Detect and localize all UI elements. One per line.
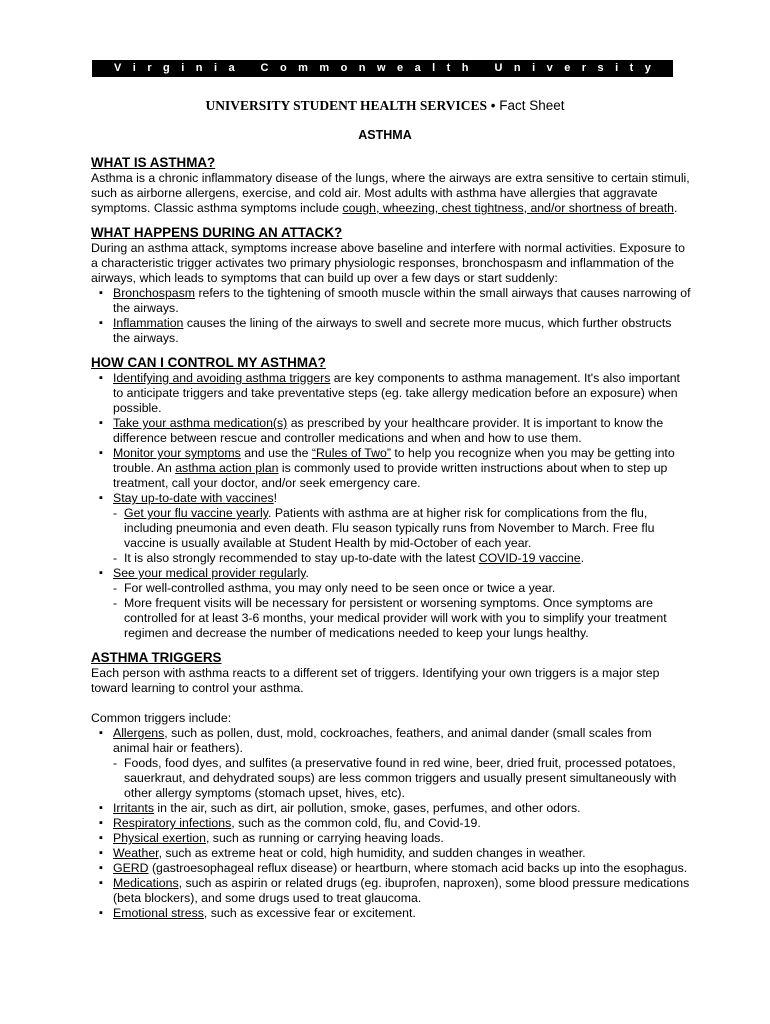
section-triggers (91, 650, 691, 921)
banner-letter: s (597, 62, 604, 74)
triggers-intro: Each person with asthma reacts to a different set of triggers. Identifying your own triggers is a major step toward learning to control your asthma. (91, 666, 660, 695)
desc: , such as pollen, dust, mold, cockroaches, feathers, and animal dander (small scales from animal hair or feathers). (113, 726, 652, 755)
desc: ! (273, 491, 278, 505)
sub-list (113, 581, 691, 641)
fact-sheet-label: Fact Sheet (499, 98, 565, 113)
list-item (91, 831, 691, 846)
banner-letter: e (397, 62, 404, 74)
sub-item: - More frequent visits will be necessary for persistent or worsening symptoms. Once symptoms are controlled for at least 3-6 months, your medical provider will work with you to simplify your treatment regimen and decrease the number of medications needed to keep your lungs healthy. (91, 596, 691, 641)
symptoms-link: cough, wheezing, chest tightness, and/or shortness of breath (342, 201, 675, 215)
what-end: . (674, 201, 678, 215)
banner-letter: e (564, 62, 571, 74)
banner-letter (480, 60, 483, 77)
list-item (91, 446, 691, 491)
list-item (91, 416, 691, 446)
term: Identifying and avoiding asthma triggers (113, 371, 331, 385)
desc: to help you recognize when you may be getting into trouble. An (113, 446, 675, 475)
banner-letter: g (163, 62, 170, 74)
term: Allergens (113, 726, 165, 740)
paragraph-attack: During an asthma attack, symptoms increase above baseline and interfere with normal activities. Exposure to a characteristic trigger activates two primary physiologic responses, bronchospasm and inflammation of the airways, which leads to symptoms that can build up over a few days or start suddenly: (91, 241, 685, 285)
desc: . Patients with asthma are at higher risk for complications from the flu, including pneumonia and even death. Flu season typically runs from November to March. Free flu vaccine is usually available at Student Health by mid-October of each year. (124, 506, 655, 550)
banner-letter: a (414, 62, 421, 74)
desc: (gastroesophageal reflux disease) or heartburn, where stomach acid backs up into the esophagus. (148, 861, 688, 875)
list-item (91, 566, 691, 641)
sub-list (113, 756, 691, 801)
list-item (91, 316, 691, 346)
banner-letter: i (213, 62, 217, 74)
paragraph-what-is-asthma (91, 171, 691, 216)
banner-letter: a (228, 62, 235, 74)
sub-item: - For well-controlled asthma, you may only need to be seen once or twice a year. (91, 581, 691, 596)
section-control (91, 355, 691, 641)
banner-letter: w (376, 62, 386, 74)
section-what-is-asthma (91, 155, 691, 216)
desc: and use the (240, 446, 312, 460)
list-item (91, 861, 691, 876)
sub-list (113, 506, 691, 566)
heading-control: HOW CAN I CONTROL MY ASTHMA? (91, 355, 326, 370)
term: Physical exertion (113, 831, 206, 845)
desc: , such as the common cold, flu, and Covid-19. (231, 816, 481, 830)
heading-what-is-asthma: WHAT IS ASTHMA? (91, 155, 216, 170)
desc: , such as excessive fear or excitement. (203, 906, 416, 920)
banner-letter: r (581, 62, 587, 74)
list-item (91, 726, 691, 801)
banner-letter: m (298, 62, 308, 74)
section-attack (91, 225, 691, 346)
sub-item (91, 551, 691, 566)
banner-letter: t (629, 62, 634, 74)
header-bullet: • (486, 98, 500, 113)
desc: is commonly used to provide written instructions about when to step up treatment, call your doctor, and/or seek emergency care. (113, 461, 668, 490)
desc: . (580, 551, 584, 565)
banner-letter: y (644, 62, 651, 74)
control-list (91, 371, 691, 641)
desc: , such as running or carrying heaving loads. (205, 831, 444, 845)
banner-letter: C (260, 62, 269, 74)
banner-letter (246, 60, 249, 77)
list-item (91, 286, 691, 316)
attack-list (91, 286, 691, 346)
desc: , such as extreme heat or cold, high humidity, and sudden changes in weather. (158, 846, 586, 860)
desc: in the air, such as dirt, air pollution, smoke, gases, perfumes, and other odors. (154, 801, 581, 815)
term: Bronchospasm (113, 286, 196, 300)
banner-letter: l (432, 62, 436, 74)
list-item (91, 816, 691, 831)
banner-letter: t (446, 62, 451, 74)
term: Get your flu vaccine yearly (124, 506, 268, 520)
banner-letter: r (147, 62, 152, 74)
banner-letter: n (513, 62, 521, 74)
banner-letter: o (340, 62, 348, 74)
term: Take your asthma medication(s) (113, 416, 288, 430)
term: Weather (113, 846, 159, 860)
document-body (91, 155, 691, 930)
term: Inflammation (113, 316, 184, 330)
triggers-list (91, 726, 691, 921)
list-item (91, 371, 691, 416)
desc: , such as aspirin or related drugs (eg. ibuprofen, naproxen), some blood pressure medications (beta blockers), and some drugs used to treat glaucoma. (113, 876, 690, 905)
university-banner (92, 60, 673, 77)
banner-letter: n (195, 62, 203, 74)
term: GERD (113, 861, 149, 875)
term: Emotional stress (113, 906, 204, 920)
term: Medications (113, 876, 179, 890)
sub-item (91, 506, 691, 551)
sub-item: - Foods, food dyes, and sulfites (a preservative found in red wine, beer, dried fruit, processed potatoes, sauerkraut, and dehydrated soups) are less common triggers and usually present simultaneously with other allergy symptoms (stomach upset, hives, etc). (91, 756, 691, 801)
term: Monitor your symptoms (113, 446, 241, 460)
page-title: ASTHMA (358, 128, 412, 142)
banner-letter: U (494, 62, 503, 74)
desc: refers to the tightening of smooth muscle within the small airways that causes narrowing of the airways. (113, 286, 691, 315)
term: See your medical provider regularly (113, 566, 306, 580)
list-item (91, 876, 691, 906)
banner-letter: i (132, 62, 136, 74)
list-item (91, 491, 691, 566)
term: Stay up-to-date with vaccines (113, 491, 274, 505)
covid-vaccine: COVID-19 vaccine (478, 551, 581, 565)
desc: causes the lining of the airways to swell and secrete more mucus, which further obstructs the airways. (113, 316, 672, 345)
service-name: UNIVERSITY STUDENT HEALTH SERVICES (205, 98, 487, 113)
list-item (91, 801, 691, 816)
banner-letter: v (546, 62, 553, 74)
term: Respiratory infections (113, 816, 232, 830)
heading-triggers: ASTHMA TRIGGERS (91, 650, 222, 665)
desc: are key components to asthma management. It's also important to anticipate triggers and take preventative steps (eg. take allergy medication before an exposure) when possible. (113, 371, 680, 415)
document-header (0, 97, 770, 115)
banner-letter: i (532, 62, 536, 74)
asthma-action-plan: asthma action plan (175, 461, 279, 475)
banner-letter: h (461, 62, 469, 74)
banner-letter: V (114, 62, 122, 74)
common-triggers-label: Common triggers include: (91, 711, 232, 725)
list-item (91, 846, 691, 861)
heading-attack: WHAT HAPPENS DURING AN ATTACK? (91, 225, 343, 240)
banner-letter: i (181, 62, 185, 74)
banner-letter: i (615, 62, 619, 74)
banner-letter: n (358, 62, 366, 74)
term: Irritants (113, 801, 154, 815)
desc: as prescribed by your healthcare provider. It is important to know the difference between rescue and controller medications and when and how to use them. (113, 416, 664, 445)
banner-letter: o (279, 62, 287, 74)
what-text: Asthma is a chronic inflammatory disease of the lungs, where the airways are extra sensitive to certain stimuli, such as airborne allergens, exercise, and cold air. Most adults with asthma have allergies that aggravate symptoms. Classic asthma symptoms include (91, 171, 690, 215)
rules-of-two: “Rules of Two” (311, 446, 391, 460)
desc: . (305, 566, 309, 580)
desc: It is also strongly recommended to stay up-to-date with the latest (124, 551, 479, 565)
list-item (91, 906, 691, 921)
banner-letter: m (319, 62, 330, 74)
